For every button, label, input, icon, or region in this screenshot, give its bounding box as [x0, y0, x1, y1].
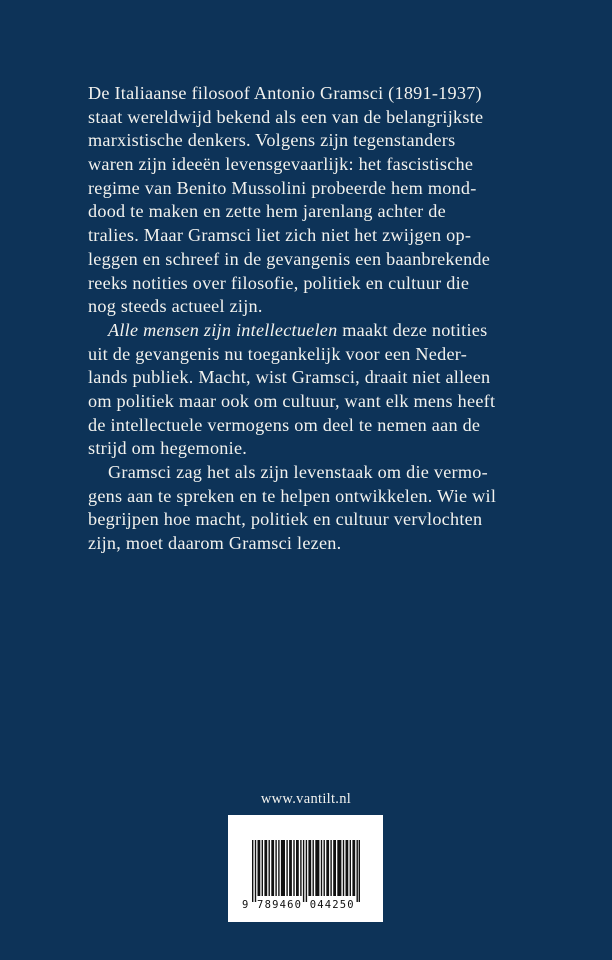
blurb-line: begrijpen hoe macht, politiek en cultuur vervlochten — [88, 509, 483, 530]
blurb-line: dood te maken en zette hem jarenlang achter de — [88, 201, 446, 222]
isbn-digits: 9 789460 044250 — [242, 899, 355, 911]
blurb-line: om politiek maar ook om cultuur, want elk mens heeft — [88, 390, 496, 411]
blurb-line: marxistische denkers. Volgens zijn tegenstanders — [88, 130, 456, 151]
blurb-line: regime van Benito Mussolini probeerde hem mond- — [88, 177, 477, 198]
blurb-line: Gramsci zag het als zijn levenstaak om die vermo- — [108, 462, 488, 482]
blurb-line: tralies. Maar Gramsci liet zich niet het zwijgen op- — [88, 225, 472, 246]
blurb-line: uit de gevangenis nu toegankelijk voor een Neder- — [88, 343, 468, 364]
blurb-line: nog steeds actueel zijn. — [88, 296, 263, 317]
blurb-line: staat wereldwijd bekend als een van de belangrijkste — [88, 106, 484, 127]
back-cover-blurb — [88, 82, 548, 556]
blurb-line: strijd om hegemonie. — [88, 438, 248, 459]
blurb-line-rest: maakt deze notities — [337, 319, 488, 340]
blurb-line: zijn, moet daarom Gramsci lezen. — [88, 533, 342, 554]
publisher-url: www.vantilt.nl — [260, 791, 352, 807]
blurb-line: De Italiaanse filosoof Antonio Gramsci (1891-1937) — [88, 83, 482, 103]
blurb-line — [88, 319, 548, 343]
blurb-line: de intellectuele vermogens om deel te nemen aan de — [88, 414, 481, 435]
blurb-line: reeks notities over filosofie, politiek en cultuur die — [88, 272, 470, 293]
blurb-line: waren zijn ideeën levensgevaarlijk: het fascistische — [88, 154, 474, 175]
book-title-italic: Alle mensen zijn intellectuelen — [108, 319, 338, 340]
blurb-line: leggen en schreef in de gevangenis een baanbrekende — [88, 248, 491, 269]
barcode-bars-icon — [252, 840, 360, 902]
blurb-line: gens aan te spreken en te helpen ontwikkelen. Wie wil — [88, 485, 497, 506]
isbn-barcode — [228, 815, 383, 922]
blurb-line: lands publiek. Macht, wist Gramsci, draait niet alleen — [88, 367, 491, 388]
